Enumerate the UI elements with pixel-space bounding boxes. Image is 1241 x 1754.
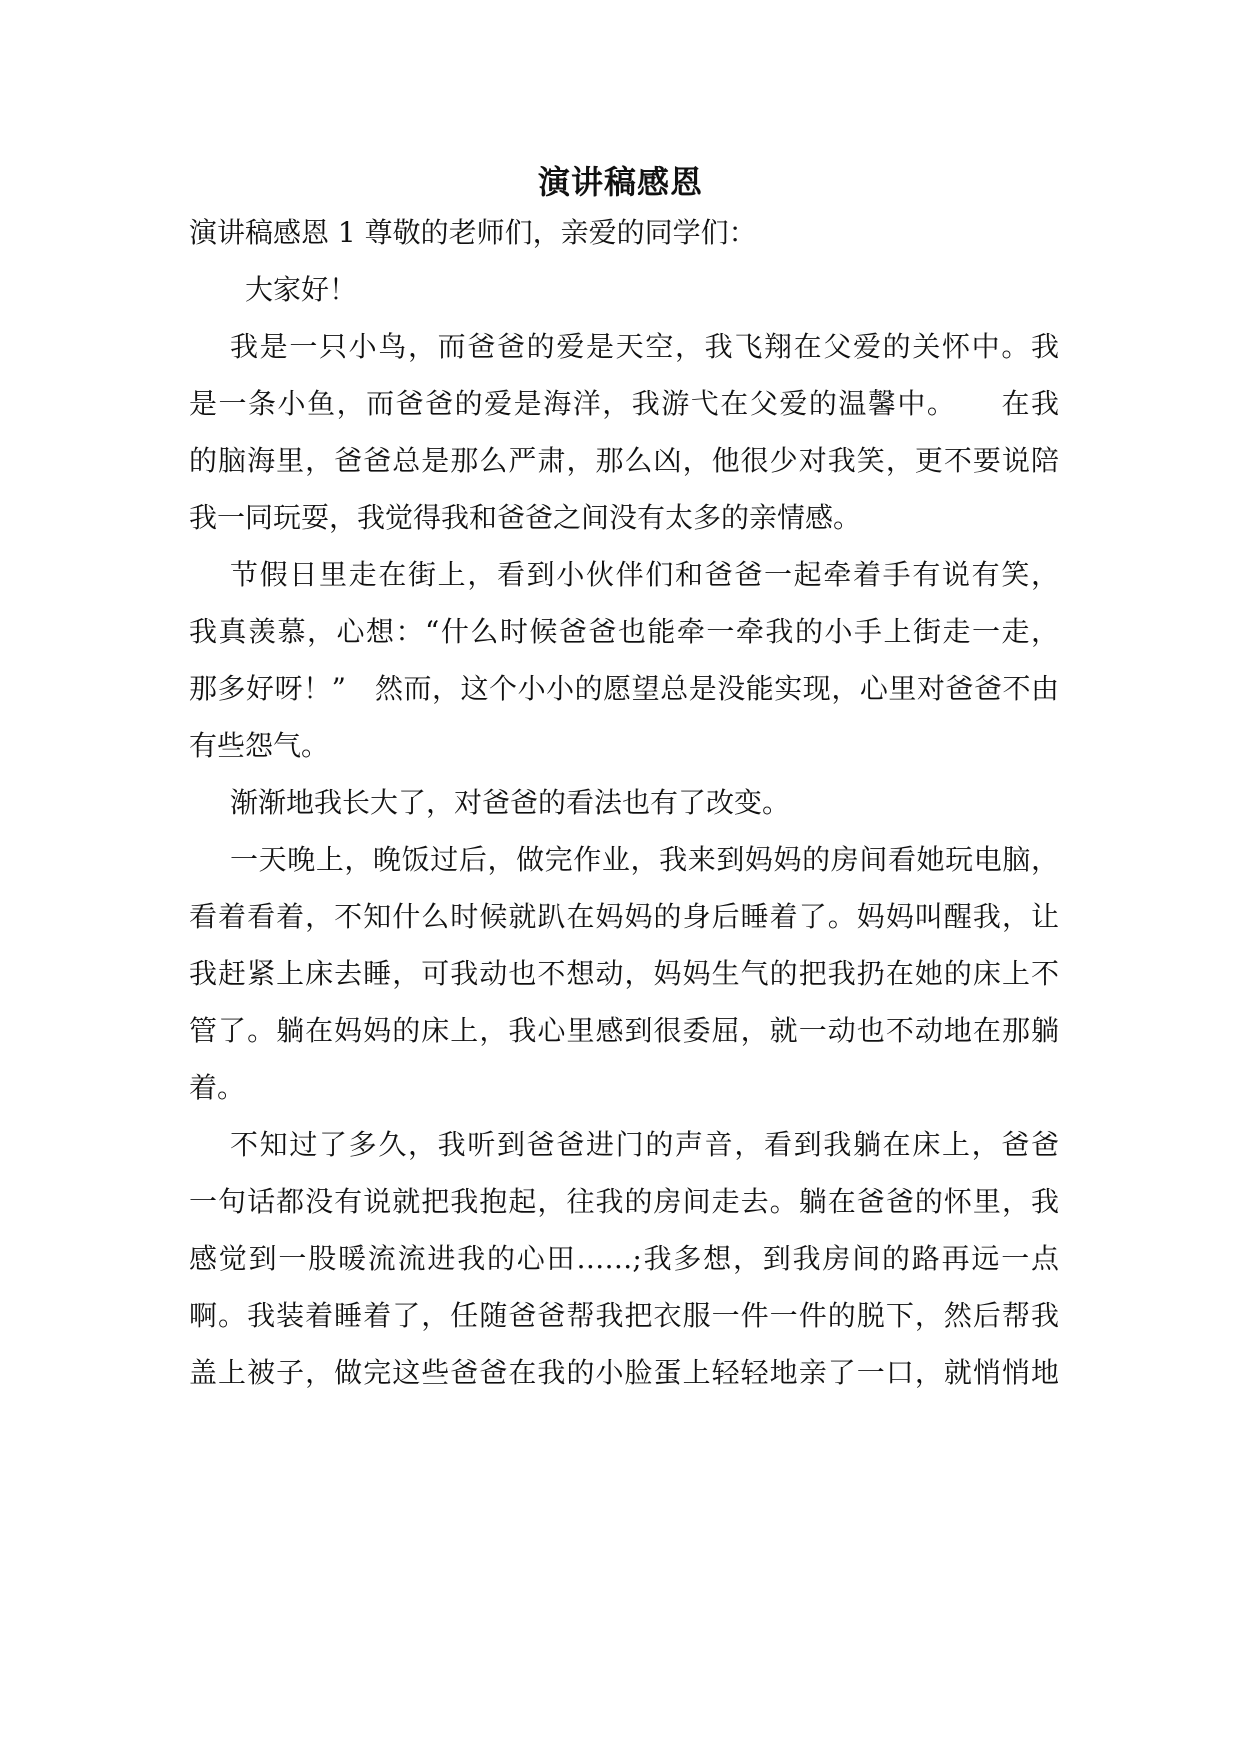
text-line-8: 我真羡慕，心想：“什么时候爸爸也能牵一牵我的小手上街走一走， <box>189 615 1059 648</box>
text-line-19: 感觉到一股暖流流进我的心田……;我多想，到我房间的路再远一点 <box>189 1242 1059 1275</box>
text-line-18: 一句话都没有说就把我抱起，往我的房间走去。躺在爸爸的怀里，我 <box>189 1185 1059 1218</box>
text-line-13: 看着看着，不知什么时候就趴在妈妈的身后睡着了。妈妈叫醒我，让 <box>189 900 1059 933</box>
text-line-9: 那多好呀！” 然而，这个小小的愿望总是没能实现，心里对爸爸不由 <box>189 672 1059 705</box>
text-line-21: 盖上被子，做完这些爸爸在我的小脸蛋上轻轻地亲了一口，就悄悄地 <box>189 1356 1059 1389</box>
text-line-11: 渐渐地我长大了，对爸爸的看法也有了改变。 <box>230 786 791 819</box>
text-line-7: 节假日里走在街上，看到小伙伴们和爸爸一起牵着手有说有笑， <box>230 558 1059 591</box>
text-line-4: 是一条小鱼，而爸爸的爱是海洋，我游弋在父爱的温馨中。 在我 <box>189 387 1059 420</box>
text-line-5: 的脑海里，爸爸总是那么严肃，那么凶，他很少对我笑，更不要说陪 <box>189 444 1059 477</box>
document-title: 演讲稿感恩 <box>537 163 703 201</box>
text-line-17: 不知过了多久，我听到爸爸进门的声音，看到我躺在床上，爸爸 <box>230 1128 1059 1161</box>
text-line-6: 我一同玩耍，我觉得我和爸爸之间没有太多的亲情感。 <box>189 501 862 534</box>
text-line-2: 大家好！ <box>245 273 358 306</box>
text-line-20: 啊。我装着睡着了，任随爸爸帮我把衣服一件一件的脱下，然后帮我 <box>189 1299 1059 1332</box>
text-line-15: 管了。躺在妈妈的床上，我心里感到很委屈，就一动也不动地在那躺 <box>189 1014 1059 1047</box>
text-line-3: 我是一只小鸟，而爸爸的爱是天空，我飞翔在父爱的关怀中。我 <box>230 330 1059 363</box>
text-line-12: 一天晚上，晚饭过后，做完作业，我来到妈妈的房间看她玩电脑， <box>230 843 1059 876</box>
text-line-1: 演讲稿感恩 1 尊敬的老师们，亲爱的同学们： <box>189 216 757 249</box>
text-line-14: 我赶紧上床去睡，可我动也不想动，妈妈生气的把我扔在她的床上不 <box>189 957 1059 990</box>
text-line-16: 着。 <box>189 1071 246 1104</box>
text-line-10: 有些怨气。 <box>189 729 330 762</box>
